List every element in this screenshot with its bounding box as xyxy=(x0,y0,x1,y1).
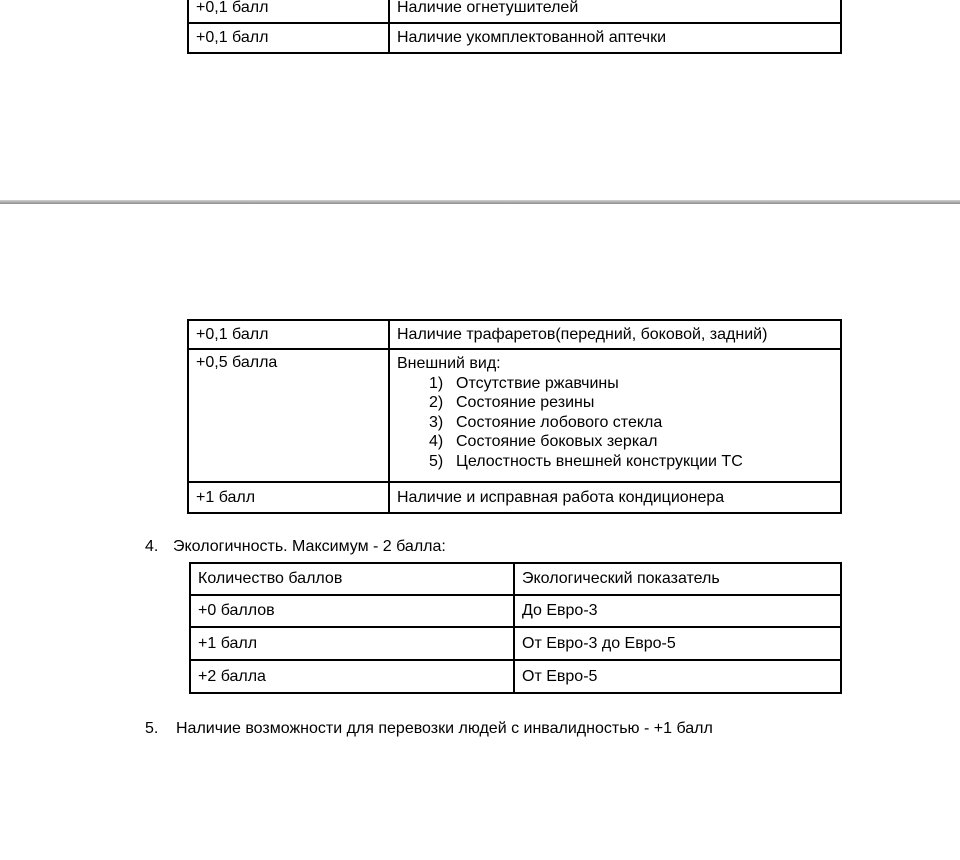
section-4-heading xyxy=(145,537,446,557)
section-text: Наличие возможности для перевозки людей с инвалидностью - +1 балл xyxy=(176,720,713,737)
table-row xyxy=(190,660,841,693)
section-number: 5. xyxy=(145,720,159,737)
safety-equipment-table xyxy=(187,0,842,54)
list-item-text: Целостность внешней конструкции ТС xyxy=(456,452,743,470)
score-cell: +1 балл xyxy=(190,627,514,660)
list-item xyxy=(397,432,834,452)
indicator-header-cell: Экологический показатель xyxy=(514,563,841,595)
score-header-cell: Количество баллов xyxy=(190,563,514,595)
list-item-text: Состояние лобового стекла xyxy=(456,413,663,431)
list-item-number: 5) xyxy=(429,452,444,470)
list-item-number: 1) xyxy=(429,374,444,392)
criterion-cell: Наличие укомплектованной аптечки xyxy=(389,23,841,53)
appearance-list xyxy=(397,374,834,472)
vehicle-condition-table xyxy=(187,319,842,514)
ecology-table xyxy=(189,562,842,694)
criterion-cell: Наличие трафаретов(передний, боковой, задний) xyxy=(389,320,841,349)
indicator-cell: От Евро-5 xyxy=(514,660,841,693)
section-title: Экологичность. Максимум - 2 балла: xyxy=(173,538,446,555)
criterion-cell: Наличие и исправная работа кондиционера xyxy=(389,482,841,513)
table-row xyxy=(190,595,841,627)
table-row xyxy=(188,0,841,23)
section-5-line xyxy=(145,719,713,739)
appearance-intro: Внешний вид: xyxy=(397,355,501,372)
table-row xyxy=(188,349,841,482)
list-item-text: Состояние резины xyxy=(456,394,595,411)
score-cell: +0,1 балл xyxy=(188,23,389,53)
section-number: 4. xyxy=(145,538,159,555)
score-cell: +0,1 балл xyxy=(188,320,389,349)
list-item xyxy=(397,452,834,472)
page-break-divider xyxy=(0,200,960,204)
list-item-number: 2) xyxy=(429,394,444,411)
list-item-text: Отсутствие ржавчины xyxy=(456,374,619,392)
score-cell: +1 балл xyxy=(188,482,389,513)
table-row xyxy=(190,627,841,660)
score-cell: +0,5 балла xyxy=(188,349,389,482)
indicator-cell: До Евро-3 xyxy=(514,595,841,627)
list-item xyxy=(397,393,834,413)
table-row xyxy=(188,482,841,513)
score-cell: +0 баллов xyxy=(190,595,514,627)
table-row xyxy=(188,320,841,349)
table-header-row xyxy=(190,563,841,595)
score-cell: +2 балла xyxy=(190,660,514,693)
criterion-cell xyxy=(389,349,841,482)
criterion-cell: Наличие огнетушителей xyxy=(389,0,841,23)
list-item-text: Состояние боковых зеркал xyxy=(456,433,658,450)
list-item-number: 3) xyxy=(429,413,444,431)
score-cell: +0,1 балл xyxy=(188,0,389,23)
list-item-number: 4) xyxy=(429,433,444,450)
table-row xyxy=(188,23,841,53)
indicator-cell: От Евро-3 до Евро-5 xyxy=(514,627,841,660)
list-item xyxy=(397,374,834,394)
list-item xyxy=(397,413,834,433)
